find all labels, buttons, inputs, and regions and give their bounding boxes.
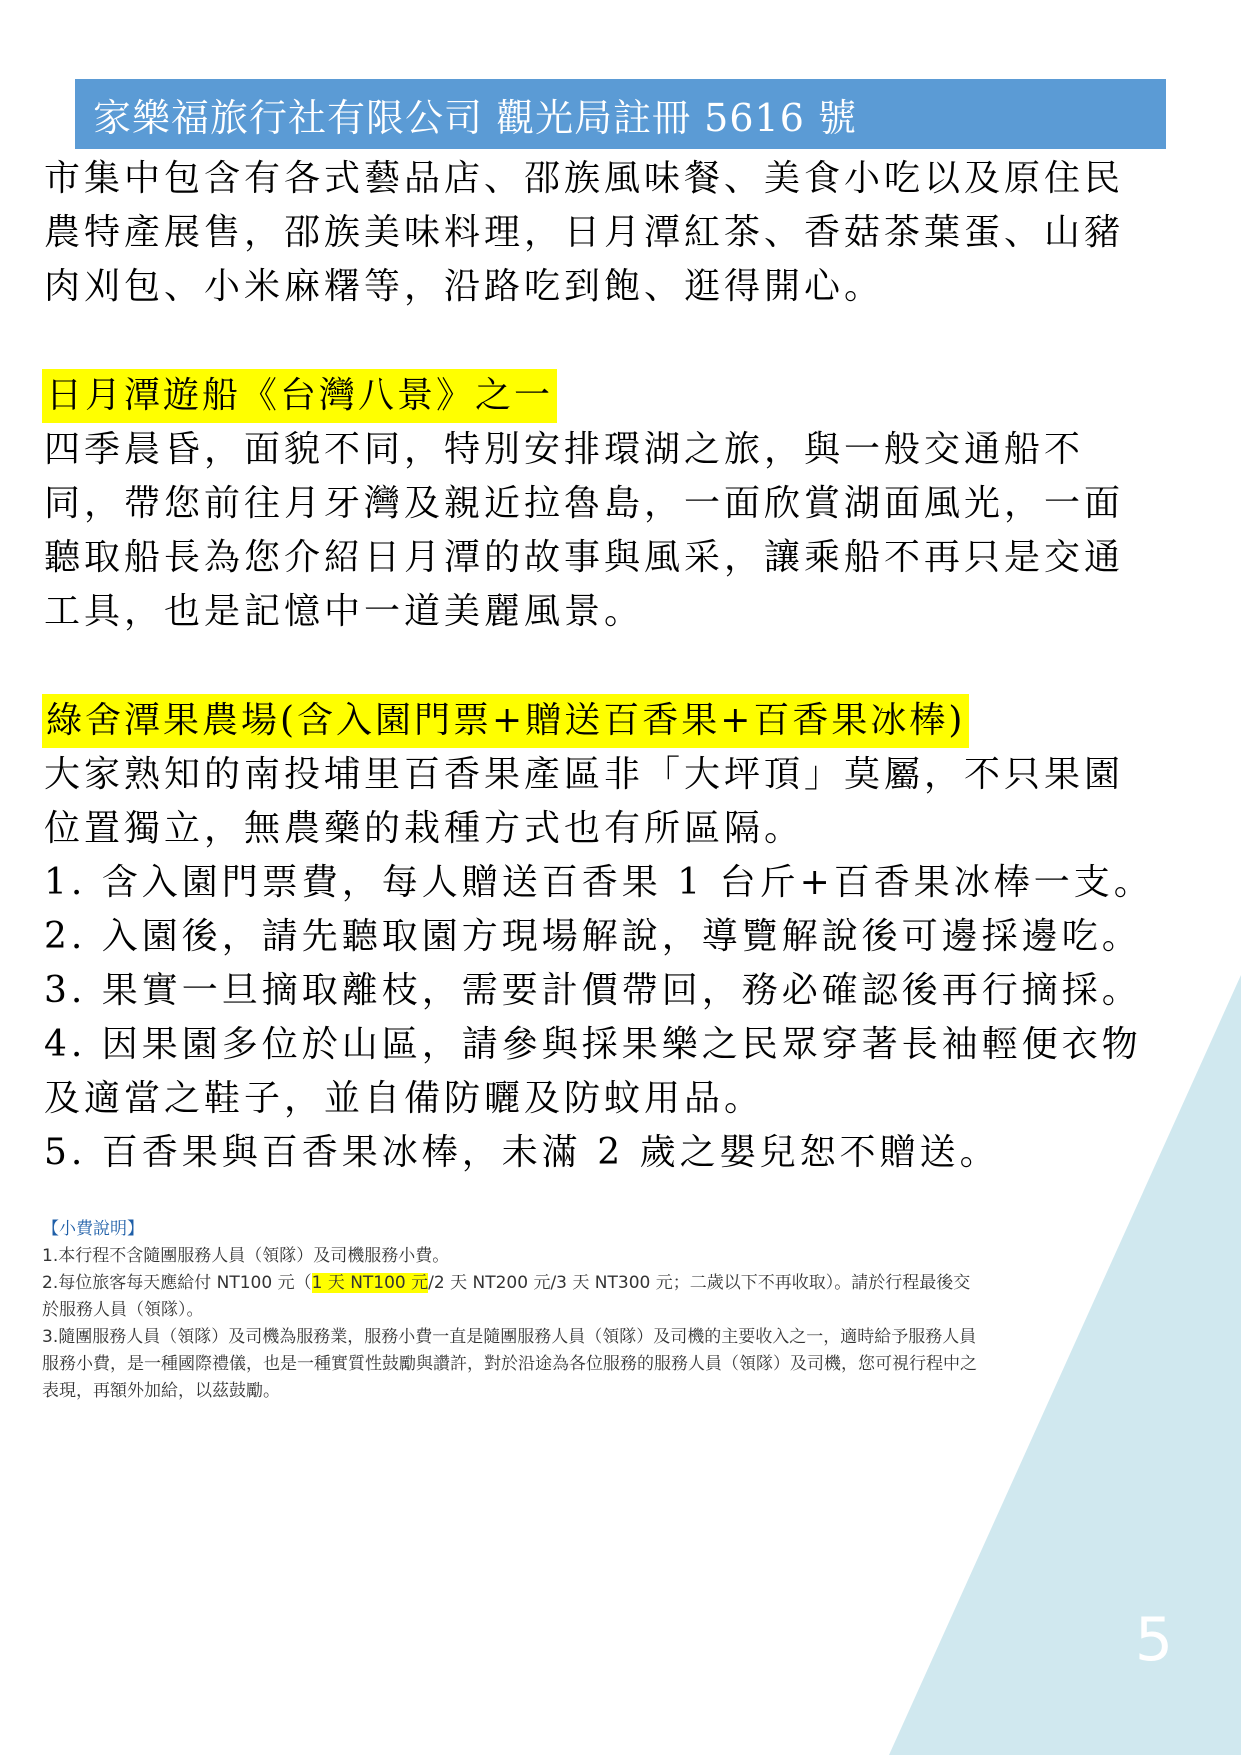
tips-line: 服務小費，是一種國際禮儀，也是一種實質性鼓勵與讚許，對於沿途為各位服務的服務人員（領隊）及司機，您可視行程中之 — [42, 1354, 977, 1374]
farm-line: 位置獨立，無農藥的栽種方式也有所區隔。 — [44, 808, 805, 849]
tips-line: 1.本行程不含隨團服務人員（領隊）及司機服務小費。 — [42, 1246, 450, 1266]
header-title: 家樂福旅行社有限公司 觀光局註冊 5616 號 — [93, 95, 857, 140]
tips-title: 【小費說明】 — [42, 1219, 144, 1239]
tips-line: 表現，再額外加給，以茲鼓勵。 — [42, 1381, 280, 1401]
boat-heading-text: 日月潭遊船《台灣八景》之一 — [42, 369, 557, 423]
intro-line: 市集中包含有各式藝品店、邵族風味餐、美食小吃以及原住民 — [44, 158, 1125, 199]
tips-line: 3.隨團服務人員（領隊）及司機為服務業，服務小費一直是隨團服務人員（領隊）及司機的主要收入之一，適時給予服務人員 — [42, 1327, 977, 1347]
corner-triangle-decoration — [889, 975, 1241, 1755]
intro-line: 農特產展售，邵族美味料理，日月潭紅茶、香菇茶葉蛋、山豬 — [44, 212, 1125, 253]
farm-line: 4. 因果園多位於山區，請參與採果樂之民眾穿著長袖輕便衣物 — [44, 1024, 1142, 1065]
section-boat-body — [44, 423, 1179, 639]
intro-paragraph — [44, 152, 1179, 314]
farm-line: 及適當之鞋子，並自備防曬及防蚊用品。 — [44, 1078, 765, 1119]
boat-line: 同，帶您前往月牙灣及親近拉魯島，一面欣賞湖面風光，一面 — [44, 483, 1125, 524]
farm-line: 2. 入園後，請先聽取園方現場解說，導覽解說後可邊採邊吃。 — [44, 916, 1142, 957]
tips-highlight: 1 天 NT100 元 — [311, 1273, 429, 1293]
farm-heading-text: 綠舍潭果農場(含入園門票+贈送百香果+百香果冰棒) — [42, 694, 969, 748]
tips-line-part: /2 天 NT200 元/3 天 NT300 元；二歲以下不再收取）。請於行程最後交 — [428, 1273, 971, 1293]
intro-line: 肉刈包、小米麻糬等，沿路吃到飽、逛得開心。 — [44, 266, 885, 307]
farm-line: 大家熟知的南投埔里百香果產區非「大坪頂」莫屬，不只果園 — [44, 754, 1125, 795]
tips-line: 於服務人員（領隊）。 — [42, 1300, 204, 1320]
farm-line: 5. 百香果與百香果冰棒，未滿 2 歲之嬰兒恕不贈送。 — [44, 1132, 1000, 1173]
boat-line: 工具，也是記憶中一道美麗風景。 — [44, 591, 645, 632]
section-farm-heading — [42, 694, 969, 748]
boat-line: 四季晨昏，面貌不同，特別安排環湖之旅，與一般交通船不 — [44, 429, 1085, 470]
header-bar — [75, 79, 1166, 149]
section-boat-heading — [42, 369, 557, 423]
boat-line: 聽取船長為您介紹日月潭的故事與風采，讓乘船不再只是交通 — [44, 537, 1125, 578]
page-number: 5 — [1134, 1605, 1173, 1675]
farm-line: 1. 含入園門票費，每人贈送百香果 1 台斤+百香果冰棒一支。 — [44, 862, 1154, 903]
tips-line-part: 2.每位旅客每天應給付 NT100 元（ — [42, 1273, 312, 1293]
farm-line: 3. 果實一旦摘取離枝，需要計價帶回，務必確認後再行摘採。 — [44, 970, 1142, 1011]
